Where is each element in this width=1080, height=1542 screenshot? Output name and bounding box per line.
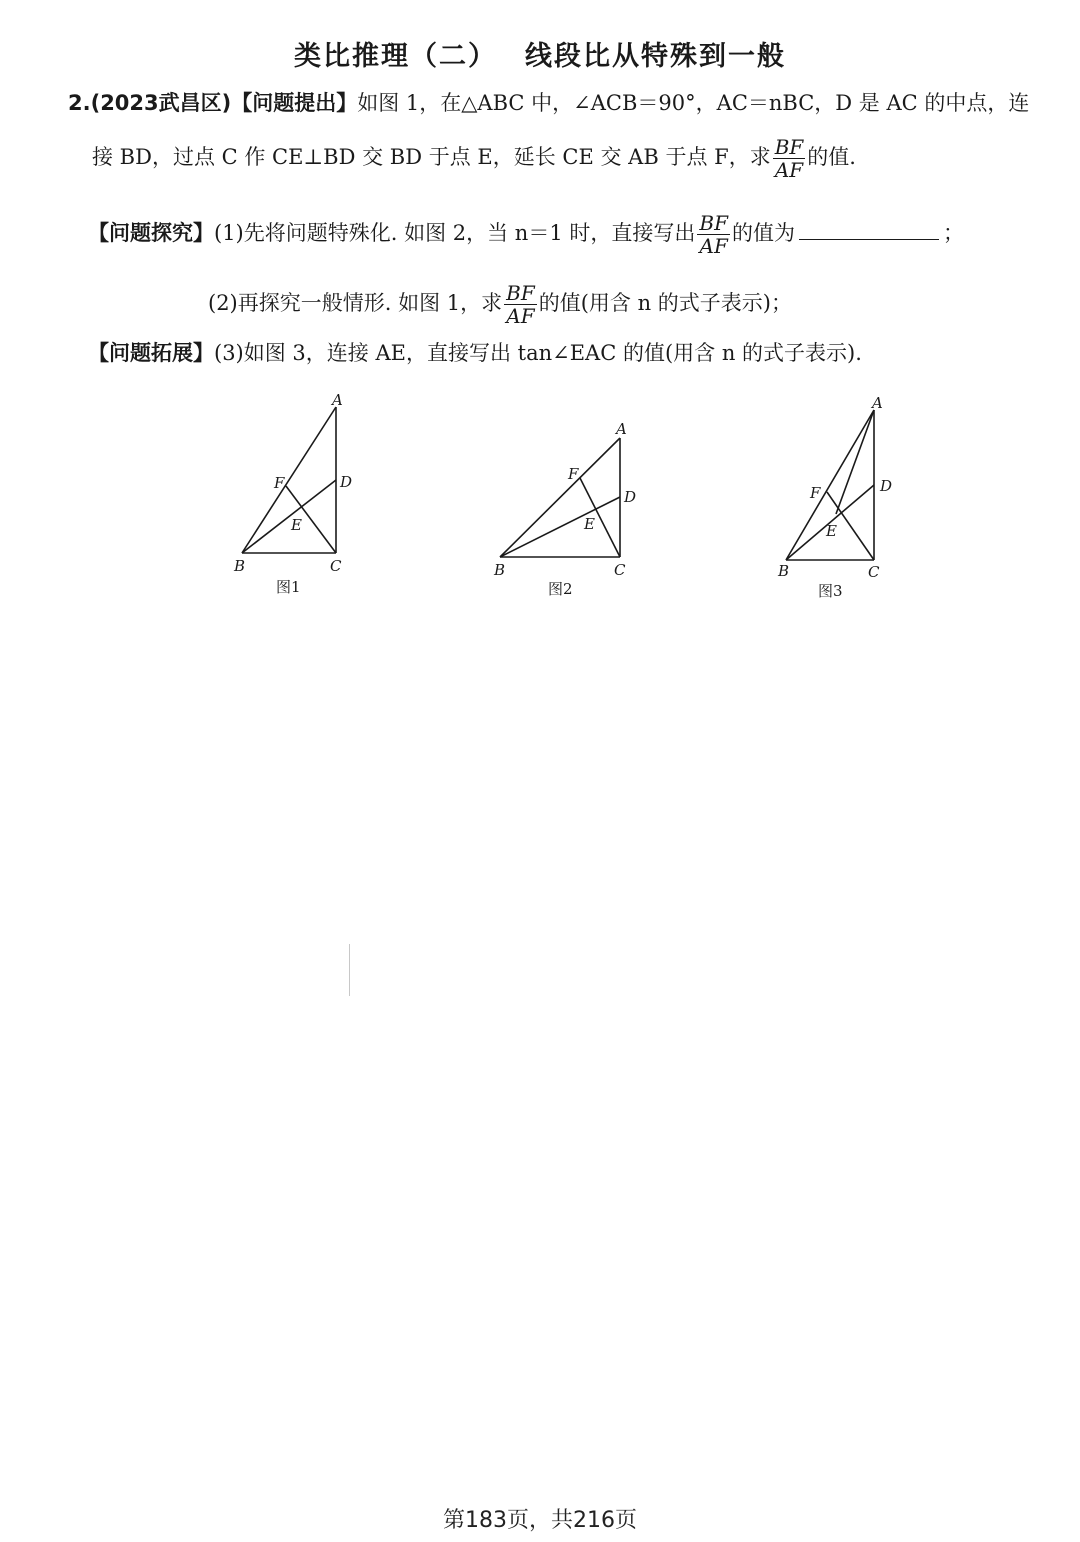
question-2-text: (2)再探究一般情形. 如图 1，求 [208, 291, 503, 315]
fraction-denominator: AF [506, 304, 535, 328]
label-b: B [778, 562, 790, 580]
problem-line-1-text: 如图 1，在△ABC 中，∠ACB＝90°，AC＝nBC，D 是 AC 的中点，连 [357, 91, 1030, 115]
problem-number: 2. [68, 91, 91, 115]
label-c: C [330, 557, 342, 575]
page-title [0, 34, 1080, 73]
figure-3-caption: 图3 [818, 582, 843, 600]
label-e: E [291, 516, 302, 534]
question-1-end: 的值为 [731, 221, 795, 245]
question-1 [88, 212, 964, 257]
title-part2: 线段比从特殊到一般 [525, 41, 786, 72]
figure-3-drawing [770, 388, 930, 588]
segment-ab [500, 438, 620, 557]
label-d: D [624, 488, 637, 506]
segment-ae [836, 410, 874, 514]
label-a: A [872, 394, 883, 412]
title-part1: 类比推理（二） [294, 41, 497, 72]
question-2 [208, 282, 792, 327]
question-3 [88, 338, 862, 368]
scan-mark [349, 944, 350, 996]
label-b: B [494, 561, 506, 579]
label-d: D [880, 477, 893, 495]
figure-2-drawing [488, 412, 658, 582]
problem-line-2-text: 接 BD，过点 C 作 CE⊥BD 交 BD 于点 E，延长 CE 交 AB 于点 F，求 [92, 145, 771, 169]
problem-source: (2023武昌区) [90, 91, 232, 115]
figure-3 [770, 388, 930, 592]
fraction-numerator: BF [506, 281, 535, 305]
problem-line-1 [68, 88, 1029, 118]
label-c: C [868, 563, 880, 581]
label-f: F [568, 465, 579, 483]
fraction-bf-af [697, 212, 730, 257]
figure-2-caption: 图2 [548, 580, 573, 598]
fraction-numerator: BF [774, 135, 804, 159]
problem-line-2-end: 的值. [807, 145, 856, 169]
tag-explore: 【问题探究】 [88, 221, 214, 245]
segment-ab [242, 407, 336, 553]
segment-bd [500, 497, 620, 557]
label-f: F [274, 474, 285, 492]
question-1-text: (1)先将问题特殊化. 如图 2，当 n＝1 时，直接写出 [214, 221, 696, 245]
label-e: E [826, 522, 837, 540]
question-3-text: (3)如图 3，连接 AE，直接写出 tan∠EAC 的值(用含 n 的式子表示). [214, 341, 862, 365]
figure-1 [220, 385, 370, 589]
figure-1-caption: 图1 [276, 578, 301, 596]
label-a: A [332, 391, 343, 409]
label-b: B [234, 557, 246, 575]
label-c: C [614, 561, 626, 579]
label-f: F [810, 484, 821, 502]
label-e: E [584, 515, 595, 533]
answer-blank [799, 219, 939, 240]
figure-1-drawing [220, 385, 370, 585]
page-footer: 第183页，共216页 [443, 1508, 637, 1533]
problem-line-2 [92, 136, 856, 181]
label-a: A [616, 420, 627, 438]
fraction-denominator: AF [774, 158, 804, 182]
fraction-numerator: BF [699, 211, 728, 235]
tag-extend: 【问题拓展】 [88, 341, 214, 365]
fraction-bf-af [504, 282, 537, 327]
tag-propose: 【问题提出】 [231, 91, 358, 115]
figure-2 [488, 412, 658, 586]
fraction-bf-af [773, 136, 806, 181]
fraction-denominator: AF [699, 234, 728, 258]
question-1-semicolon: ； [942, 221, 964, 245]
label-d: D [340, 473, 353, 491]
question-2-end: 的值(用含 n 的式子表示)； [538, 291, 792, 315]
